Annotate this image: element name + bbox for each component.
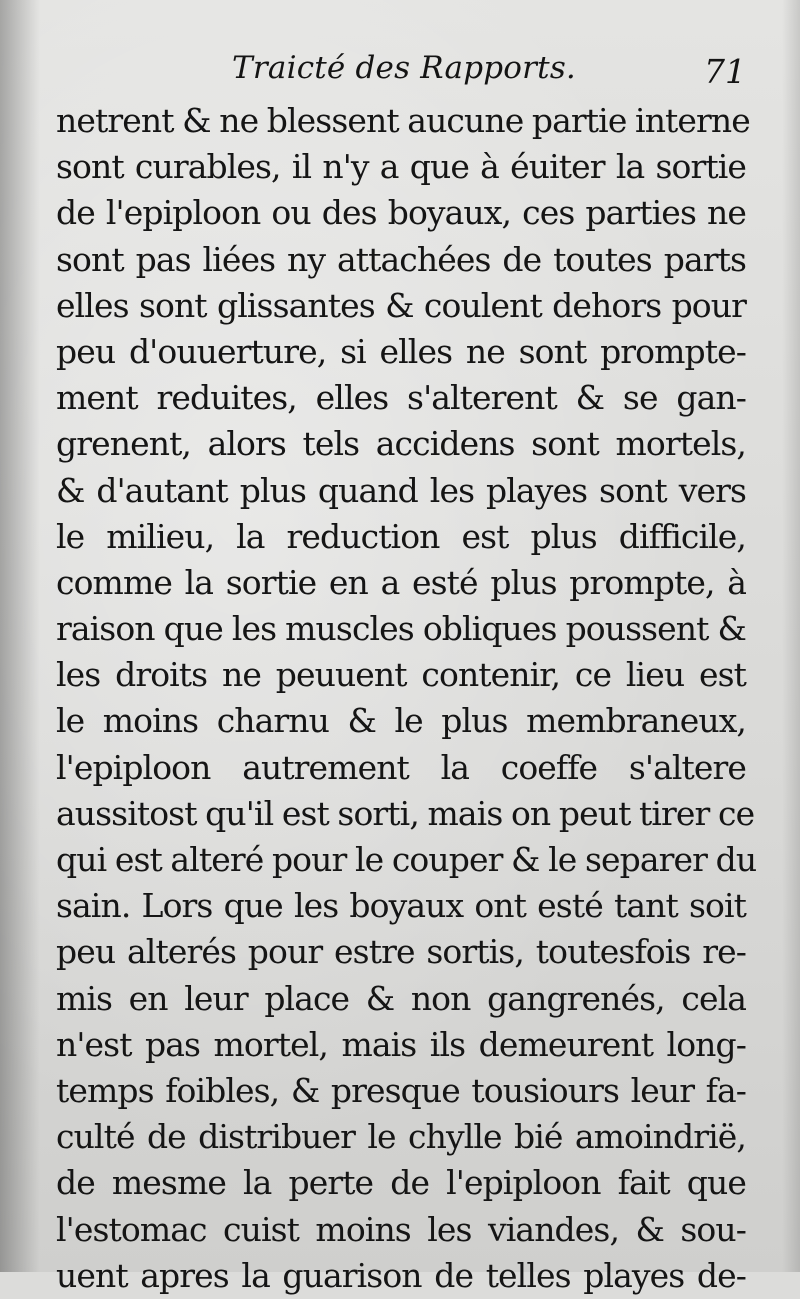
text-line: ment reduites, elles s'alterent & se gan-	[56, 378, 746, 418]
text-line: de l'epiploon ou des boyaux, ces parties ne	[56, 193, 746, 233]
page-header	[0, 40, 800, 100]
text-line: elles sont glissantes & coulent dehors pour	[56, 285, 746, 325]
running-head: Traicté des Rapports.	[232, 50, 576, 86]
text-line: grenent, alors tels accidens sont mortels,	[56, 424, 746, 464]
text-line: peu d'ouuerture, si elles ne sont prompte-	[56, 331, 746, 371]
text-line: uent apres la guarison de telles playes de-	[56, 1255, 746, 1295]
text-line: de mesme la perte de l'epiploon fait que	[56, 1163, 746, 1203]
text-line: sont curables, il n'y a que à éuiter la sortie	[56, 147, 746, 187]
text-line: temps foibles, & presque tousiours leur fa-	[56, 1070, 746, 1110]
text-line: & d'autant plus quand les playes sont vers	[56, 470, 746, 510]
text-line: les droits ne peuuent contenir, ce lieu est	[56, 655, 746, 695]
text-line: raison que les muscles obliques poussent &	[56, 609, 746, 649]
text-line: qui est alteré pour le couper & le separer du	[56, 840, 757, 879]
page-number: 71	[704, 52, 746, 91]
text-line: le moins charnu & le plus membraneux,	[56, 701, 746, 741]
text-line: n'est pas mortel, mais ils demeurent long-	[56, 1024, 746, 1064]
text-line: sain. Lors que les boyaux ont esté tant soit	[56, 886, 746, 926]
text-line: culté de distribuer le chylle bié amoindrië,	[56, 1117, 746, 1157]
text-line: netrent & ne blessent aucune partie interne	[56, 101, 750, 140]
text-line: l'estomac cuist moins les viandes, & sou-	[56, 1209, 746, 1249]
text-line: comme la sortie en a esté plus prompte, à	[56, 562, 746, 602]
text-line: sont pas liées ny attachées de toutes parts	[56, 239, 746, 279]
page-edge-shadow	[782, 0, 800, 1272]
gutter-shadow	[0, 0, 40, 1272]
text-line: aussitost qu'il est sorti, mais on peut tirer ce	[56, 793, 755, 833]
body-text	[56, 98, 757, 1299]
text-line: mis en leur place & non gangrenés, cela	[56, 978, 746, 1018]
text-line: l'epiploon autrement la coeffe s'altere	[56, 747, 746, 787]
text-line: peu alterés pour estre sortis, toutesfois re-	[56, 932, 746, 972]
text-line: le milieu, la reduction est plus difficile,	[56, 516, 746, 556]
